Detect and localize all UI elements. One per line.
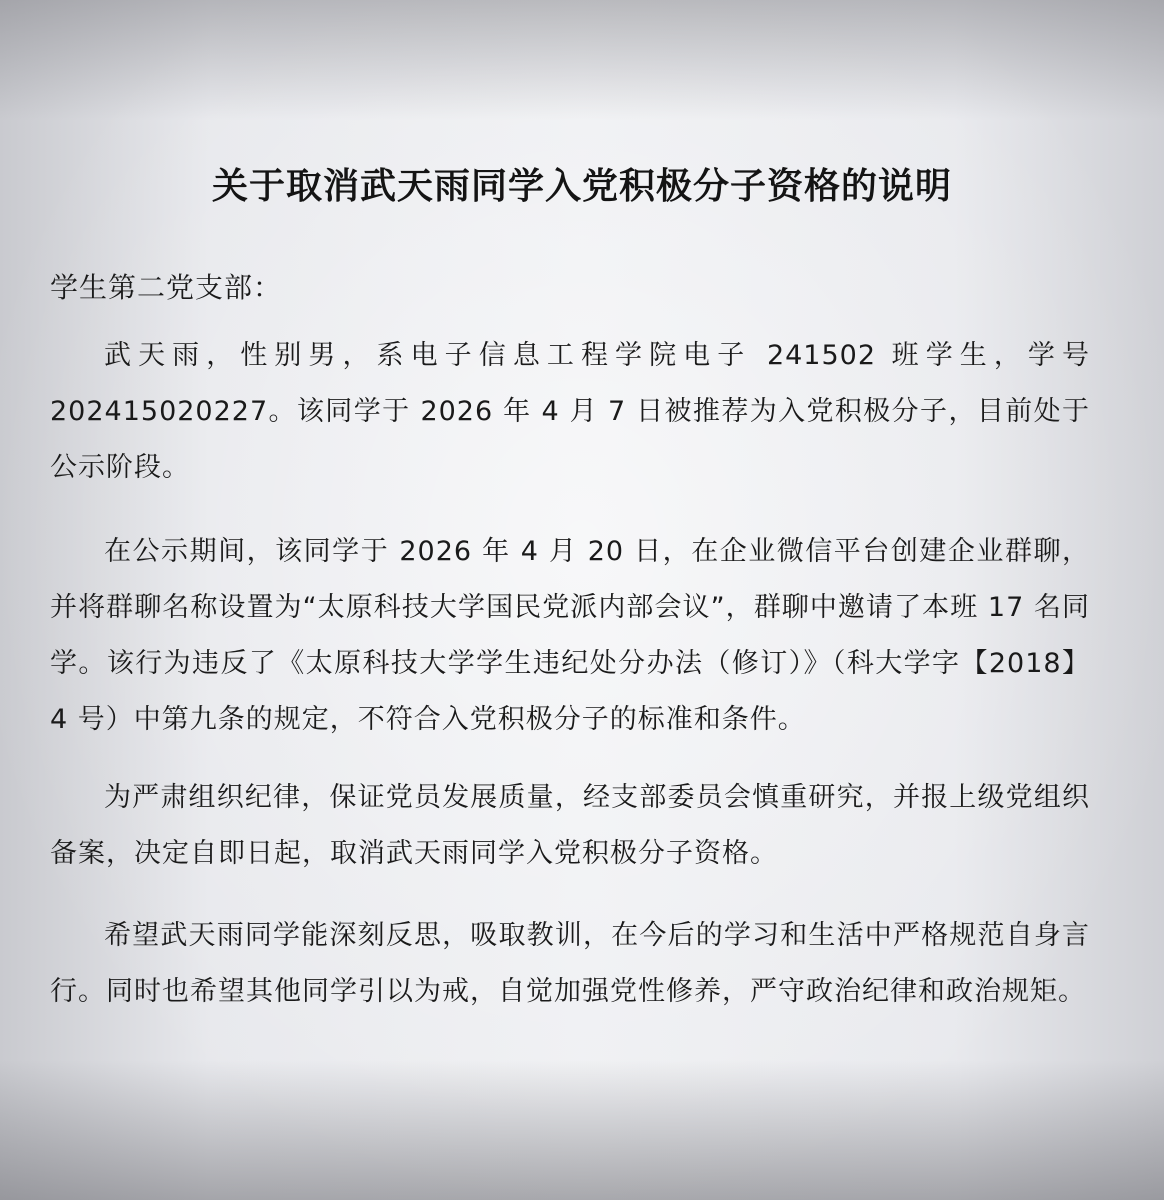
top-shadow (0, 0, 1164, 120)
paragraph-3: 为严肃组织纪律，保证党员发展质量，经支部委员会慎重研究，并报上级党组织备案，决定自即日起，取消武天雨同学入党积极分子资格。 (50, 782, 1090, 869)
paragraph-1: 武天雨，性别男，系电子信息工程学院电子 241502 班学生，学号 202415020227。该同学于 2026 年 4 月 7 日被推荐为入党积极分子，目前处于公示阶段。 (50, 340, 1090, 483)
paragraph-4: 希望武天雨同学能深刻反思，吸取教训，在今后的学习和生活中严格规范自身言行。同时也希望其他同学引以为戒，自觉加强党性修养，严守政治纪律和政治规矩。 (50, 920, 1090, 1007)
paragraph-2: 在公示期间，该同学于 2026 年 4 月 20 日，在企业微信平台创建企业群聊，并将群聊名称设置为“太原科技大学国民党派内部会议”，群聊中邀请了本班 17 名同学。该行为违反了《太原科技大学学生违纪处分办法（修订）》（科大学字【2018】4 号）中第九条的规定，不符合入党积极分子的标准和条件。 (50, 536, 1090, 735)
document-title: 关于取消武天雨同学入党积极分子资格的说明 (211, 165, 952, 207)
salutation: 学生第二党支部： (50, 271, 283, 304)
bottom-shadow (0, 1060, 1164, 1200)
